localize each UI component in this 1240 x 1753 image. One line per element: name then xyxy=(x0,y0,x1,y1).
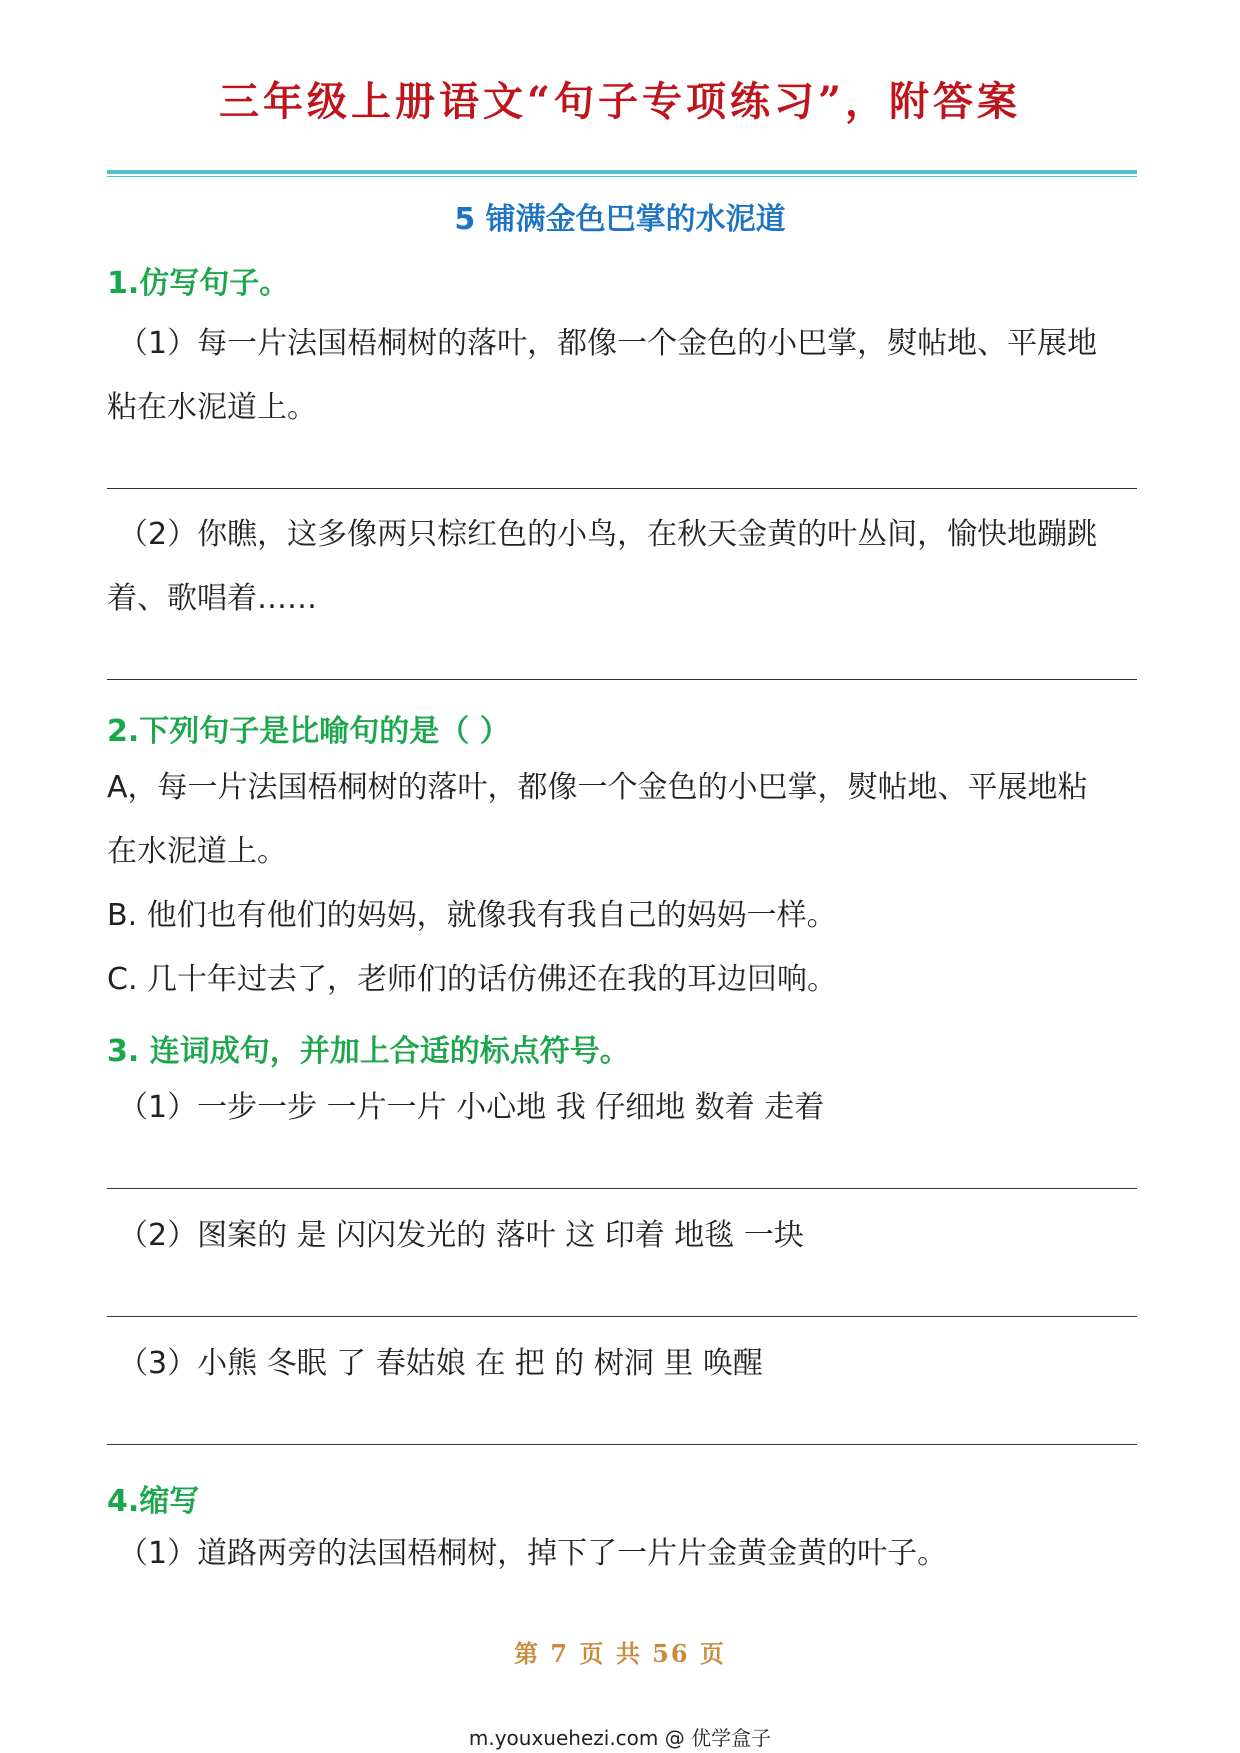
question-1-item-1-line-1: （1）每一片法国梧桐树的落叶，都像一个金色的小巴掌，熨帖地、平展地 xyxy=(118,326,1098,361)
question-1-item-2-line-2: 着、歌唱着…… xyxy=(107,581,317,616)
question-3-heading: 3. 连词成句，并加上合适的标点符号。 xyxy=(107,1034,630,1069)
question-4-heading: 4.缩写 xyxy=(107,1484,200,1519)
question-2-option-b: B. 他们也有他们的妈妈，就像我有我自己的妈妈一样。 xyxy=(107,898,837,933)
question-2-option-a-line-1: A，每一片法国梧桐树的落叶，都像一个金色的小巴掌，熨帖地、平展地粘 xyxy=(107,770,1088,805)
answer-line-5 xyxy=(107,1444,1137,1445)
answer-line-4 xyxy=(107,1316,1137,1317)
question-2-option-c: C. 几十年过去了，老师们的话仿佛还在我的耳边回响。 xyxy=(107,962,838,997)
question-2-heading: 2.下列句子是比喻句的是（ ） xyxy=(107,714,510,749)
question-3-item-3: （3）小熊 冬眠 了 春姑娘 在 把 的 树洞 里 唤醒 xyxy=(118,1346,763,1381)
question-3-item-1: （1）一步一步 一片一片 小心地 我 仔细地 数着 走着 xyxy=(118,1090,825,1125)
lesson-title: 5 铺满金色巴掌的水泥道 xyxy=(454,202,786,237)
page-title: 三年级上册语文“句子专项练习”，附答案 xyxy=(218,78,1021,125)
question-1-heading: 1.仿写句子。 xyxy=(107,266,290,301)
question-3-item-2: （2）图案的 是 闪闪发光的 落叶 这 印着 地毯 一块 xyxy=(118,1218,804,1253)
page-number: 第 7 页 共 56 页 xyxy=(514,1639,726,1668)
header-divider xyxy=(107,170,1137,177)
answer-line-1 xyxy=(107,488,1137,489)
footer-source: m.youxuehezi.com @ 优学盒子 xyxy=(468,1726,772,1750)
answer-line-3 xyxy=(107,1188,1137,1189)
question-4-item-1: （1）道路两旁的法国梧桐树，掉下了一片片金黄金黄的叶子。 xyxy=(118,1536,948,1571)
question-1-item-1-line-2: 粘在水泥道上。 xyxy=(107,390,317,425)
question-2-option-a-line-2: 在水泥道上。 xyxy=(107,834,287,869)
question-1-item-2-line-1: （2）你瞧，这多像两只棕红色的小鸟，在秋天金黄的叶丛间，愉快地蹦跳 xyxy=(118,517,1098,552)
answer-line-2 xyxy=(107,679,1137,680)
